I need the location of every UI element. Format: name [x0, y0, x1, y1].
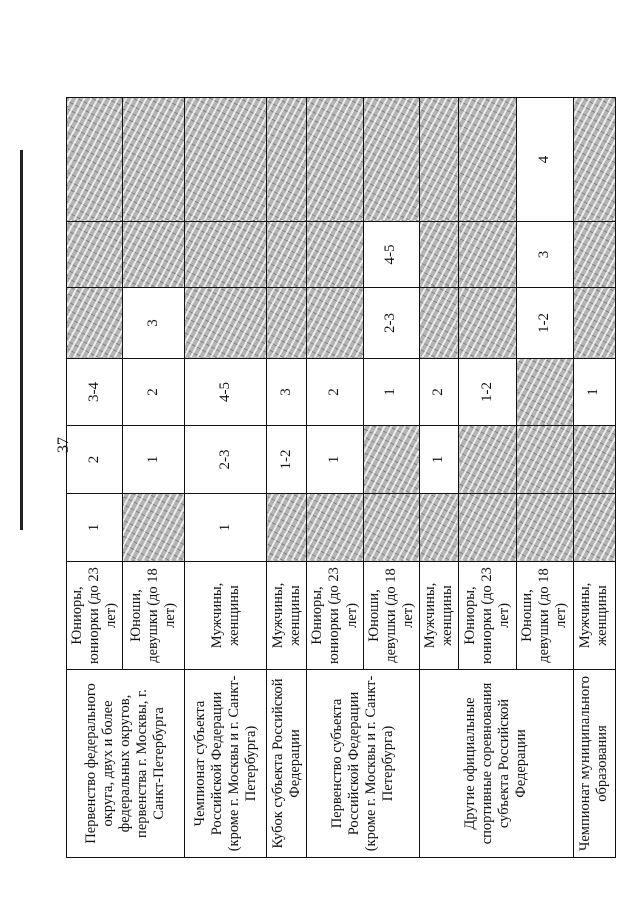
- shaded-cell: [123, 98, 185, 222]
- place-cell: 3: [123, 288, 185, 359]
- place-cell: 3: [517, 222, 573, 288]
- shaded-cell: [67, 98, 123, 222]
- page-number: 37: [55, 437, 72, 453]
- age-group: Юноши, девушки (до 18 лет): [517, 562, 573, 670]
- shaded-cell: [419, 98, 458, 222]
- place-cell: 1: [307, 426, 363, 494]
- place-cell: 1: [363, 359, 419, 426]
- competition-name: Другие официальные спортивные соревнования субъекта Российской Федерации: [419, 670, 573, 858]
- place-cell: 2-3: [363, 288, 419, 359]
- age-group: Мужчины, женщины: [267, 562, 307, 670]
- table-row: [67, 98, 123, 858]
- shaded-cell: [459, 426, 517, 494]
- place-cell: 2-3: [185, 426, 267, 494]
- place-cell: 1: [573, 359, 615, 426]
- place-cell: 1-2: [267, 426, 307, 494]
- shaded-cell: [573, 426, 615, 494]
- place-cell: 2: [419, 359, 458, 426]
- place-cell: 1-2: [459, 359, 517, 426]
- place-cell: 3: [267, 359, 307, 426]
- table-row: [573, 98, 615, 858]
- place-cell: 4-5: [363, 222, 419, 288]
- place-cell: 2: [67, 426, 123, 494]
- age-group: Юноши, девушки (до 18 лет): [123, 562, 185, 670]
- shaded-cell: [67, 222, 123, 288]
- shaded-cell: [573, 288, 615, 359]
- scan-edge-line: [20, 150, 23, 530]
- table-row: [307, 98, 363, 858]
- shaded-cell: [459, 494, 517, 562]
- place-cell: 1: [185, 494, 267, 562]
- shaded-cell: [185, 288, 267, 359]
- age-group: Юноши, девушки (до 18 лет): [363, 562, 419, 670]
- place-cell: 2: [123, 359, 185, 426]
- shaded-cell: [307, 222, 363, 288]
- place-cell: 3-4: [67, 359, 123, 426]
- shaded-cell: [307, 288, 363, 359]
- shaded-cell: [363, 494, 419, 562]
- age-group: Юниоры, юниорки (до 23 лет): [459, 562, 517, 670]
- rotated-table-content: [66, 98, 611, 858]
- shaded-cell: [517, 426, 573, 494]
- shaded-cell: [307, 98, 363, 222]
- competition-name: Первенство федерального округа, двух и более федеральных округов, первенства г. Москвы, г. Санкт-Петербурга: [67, 670, 185, 858]
- shaded-cell: [267, 98, 307, 222]
- shaded-cell: [267, 288, 307, 359]
- table-row: [419, 98, 458, 858]
- competition-name: Первенство субъекта Российской Федерации (кроме г. Москвы и г. Санкт-Петербурга): [307, 670, 420, 858]
- competition-name: Чемпионат субъекта Российской Федерации (кроме г. Москвы и г. Санкт-Петербурга): [185, 670, 267, 858]
- shaded-cell: [419, 494, 458, 562]
- shaded-cell: [573, 222, 615, 288]
- shaded-cell: [459, 222, 517, 288]
- shaded-cell: [459, 98, 517, 222]
- competition-name: Чемпионат муниципального образования: [573, 670, 615, 858]
- shaded-cell: [267, 222, 307, 288]
- shaded-cell: [363, 426, 419, 494]
- shaded-cell: [123, 222, 185, 288]
- shaded-cell: [419, 222, 458, 288]
- shaded-cell: [517, 359, 573, 426]
- place-cell: 1: [419, 426, 458, 494]
- place-cell: 1-2: [517, 288, 573, 359]
- shaded-cell: [185, 222, 267, 288]
- competition-name: Кубок субъекта Российской Федерации: [267, 670, 307, 858]
- shaded-cell: [573, 98, 615, 222]
- age-group: Мужчины, женщины: [573, 562, 615, 670]
- place-cell: 4: [517, 98, 573, 222]
- shaded-cell: [67, 288, 123, 359]
- age-group: Мужчины, женщины: [185, 562, 267, 670]
- shaded-cell: [459, 288, 517, 359]
- age-group: Мужчины, женщины: [419, 562, 458, 670]
- table-row: [267, 98, 307, 858]
- classification-table: [66, 97, 616, 858]
- shaded-cell: [419, 288, 458, 359]
- place-cell: 1: [123, 426, 185, 494]
- shaded-cell: [573, 494, 615, 562]
- shaded-cell: [517, 494, 573, 562]
- shaded-cell: [123, 494, 185, 562]
- shaded-cell: [363, 98, 419, 222]
- place-cell: 1: [67, 494, 123, 562]
- rotated-table-frame: [66, 98, 611, 858]
- shaded-cell: [185, 98, 267, 222]
- shaded-cell: [307, 494, 363, 562]
- place-cell: 2: [307, 359, 363, 426]
- place-cell: 4-5: [185, 359, 267, 426]
- table-row: [185, 98, 267, 858]
- shaded-cell: [267, 494, 307, 562]
- age-group: Юниоры, юниорки (до 23 лет): [67, 562, 123, 670]
- age-group: Юниоры, юниорки (до 23 лет): [307, 562, 363, 670]
